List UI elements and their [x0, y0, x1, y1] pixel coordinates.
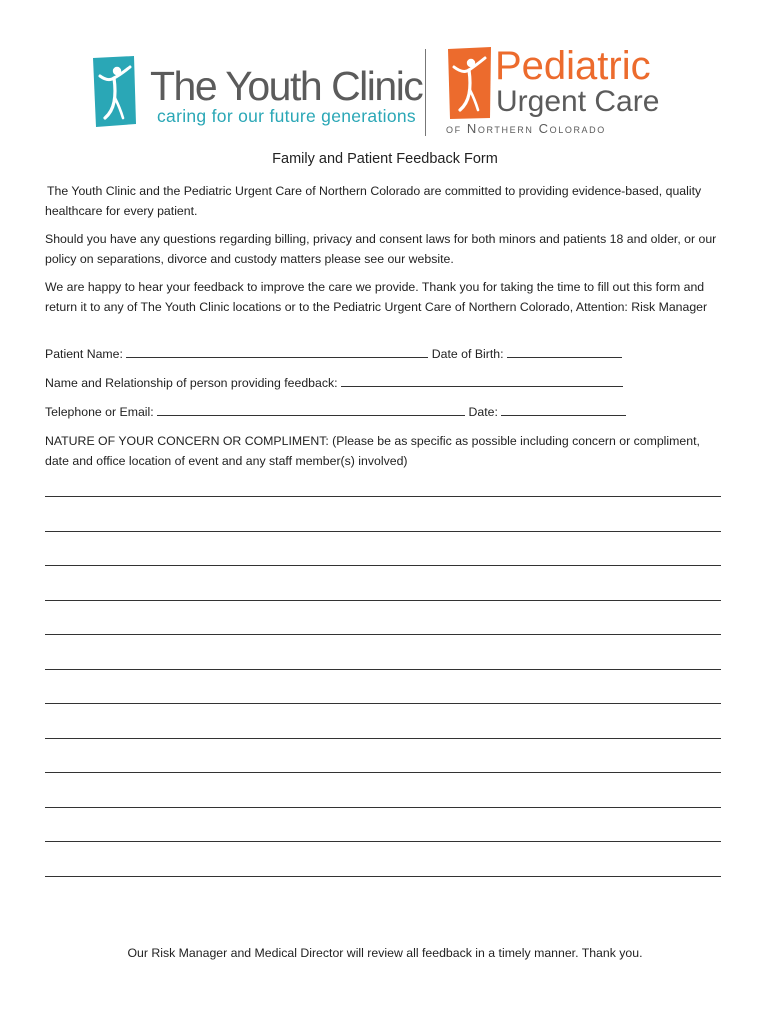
writing-line[interactable]: [45, 703, 721, 704]
youth-clinic-tagline: caring for our future generations: [157, 106, 416, 126]
intro-paragraph: The Youth Clinic and the Pediatric Urgent Care of Northern Colorado are committed to providing evidence-based, quality healthcare for every patient.: [45, 184, 702, 218]
writing-line[interactable]: [45, 565, 721, 566]
logo-divider: [425, 49, 426, 136]
contact-field[interactable]: [157, 403, 465, 416]
writing-line[interactable]: [45, 669, 721, 670]
relationship-field[interactable]: [341, 374, 623, 387]
pediatric-name-line2: Urgent Care: [496, 85, 660, 118]
letterhead: [0, 0, 770, 145]
contact-row: [45, 403, 725, 419]
relationship-row: [45, 374, 725, 390]
patient-row: [45, 345, 725, 361]
pediatric-name-line1: Pediatric: [495, 44, 651, 88]
writing-line[interactable]: [45, 772, 721, 773]
writing-line[interactable]: [45, 841, 721, 842]
dob-label: Date of Birth:: [431, 347, 504, 361]
writing-line[interactable]: [45, 531, 721, 532]
writing-line[interactable]: [45, 634, 721, 635]
nature-instructions: NATURE OF YOUR CONCERN OR COMPLIMENT: (Please be as specific as possible including concern or compliment, date and office location of event and any staff member(s) involved): [45, 434, 700, 468]
instructions-paragraph: We are happy to hear your feedback to improve the care we provide. Thank you for taking the time to fill out this form and return it to any of The Youth Clinic locations or to the Pediatric Urgent Care of Northern Colorado, Attention: Risk Manager: [45, 280, 708, 314]
date-label: Date:: [468, 405, 498, 419]
date-field[interactable]: [501, 403, 626, 416]
writing-line[interactable]: [45, 496, 721, 497]
writing-line[interactable]: [45, 876, 721, 877]
child-figure-icon: [90, 54, 138, 128]
pediatric-name-line3: of Northern Colorado: [446, 121, 606, 136]
footer-note: Our Risk Manager and Medical Director will review all feedback in a timely manner. Thank you.: [127, 946, 643, 960]
youth-clinic-name: The Youth Clinic: [150, 63, 423, 109]
patient-name-field[interactable]: [126, 345, 428, 358]
writing-line[interactable]: [45, 807, 721, 808]
writing-line[interactable]: [45, 738, 721, 739]
writing-line[interactable]: [45, 600, 721, 601]
contact-label: Telephone or Email:: [45, 405, 154, 419]
dob-field[interactable]: [507, 345, 622, 358]
policy-paragraph: Should you have any questions regarding billing, privacy and consent laws for both minors and patients 18 and older, or our policy on separations, divorce and custody matters please see our website.: [45, 232, 717, 266]
child-figure-icon: [446, 46, 493, 120]
patient-name-label: Patient Name:: [45, 347, 123, 361]
relationship-label: Name and Relationship of person providing feedback:: [45, 376, 338, 390]
form-title: Family and Patient Feedback Form: [272, 151, 498, 167]
